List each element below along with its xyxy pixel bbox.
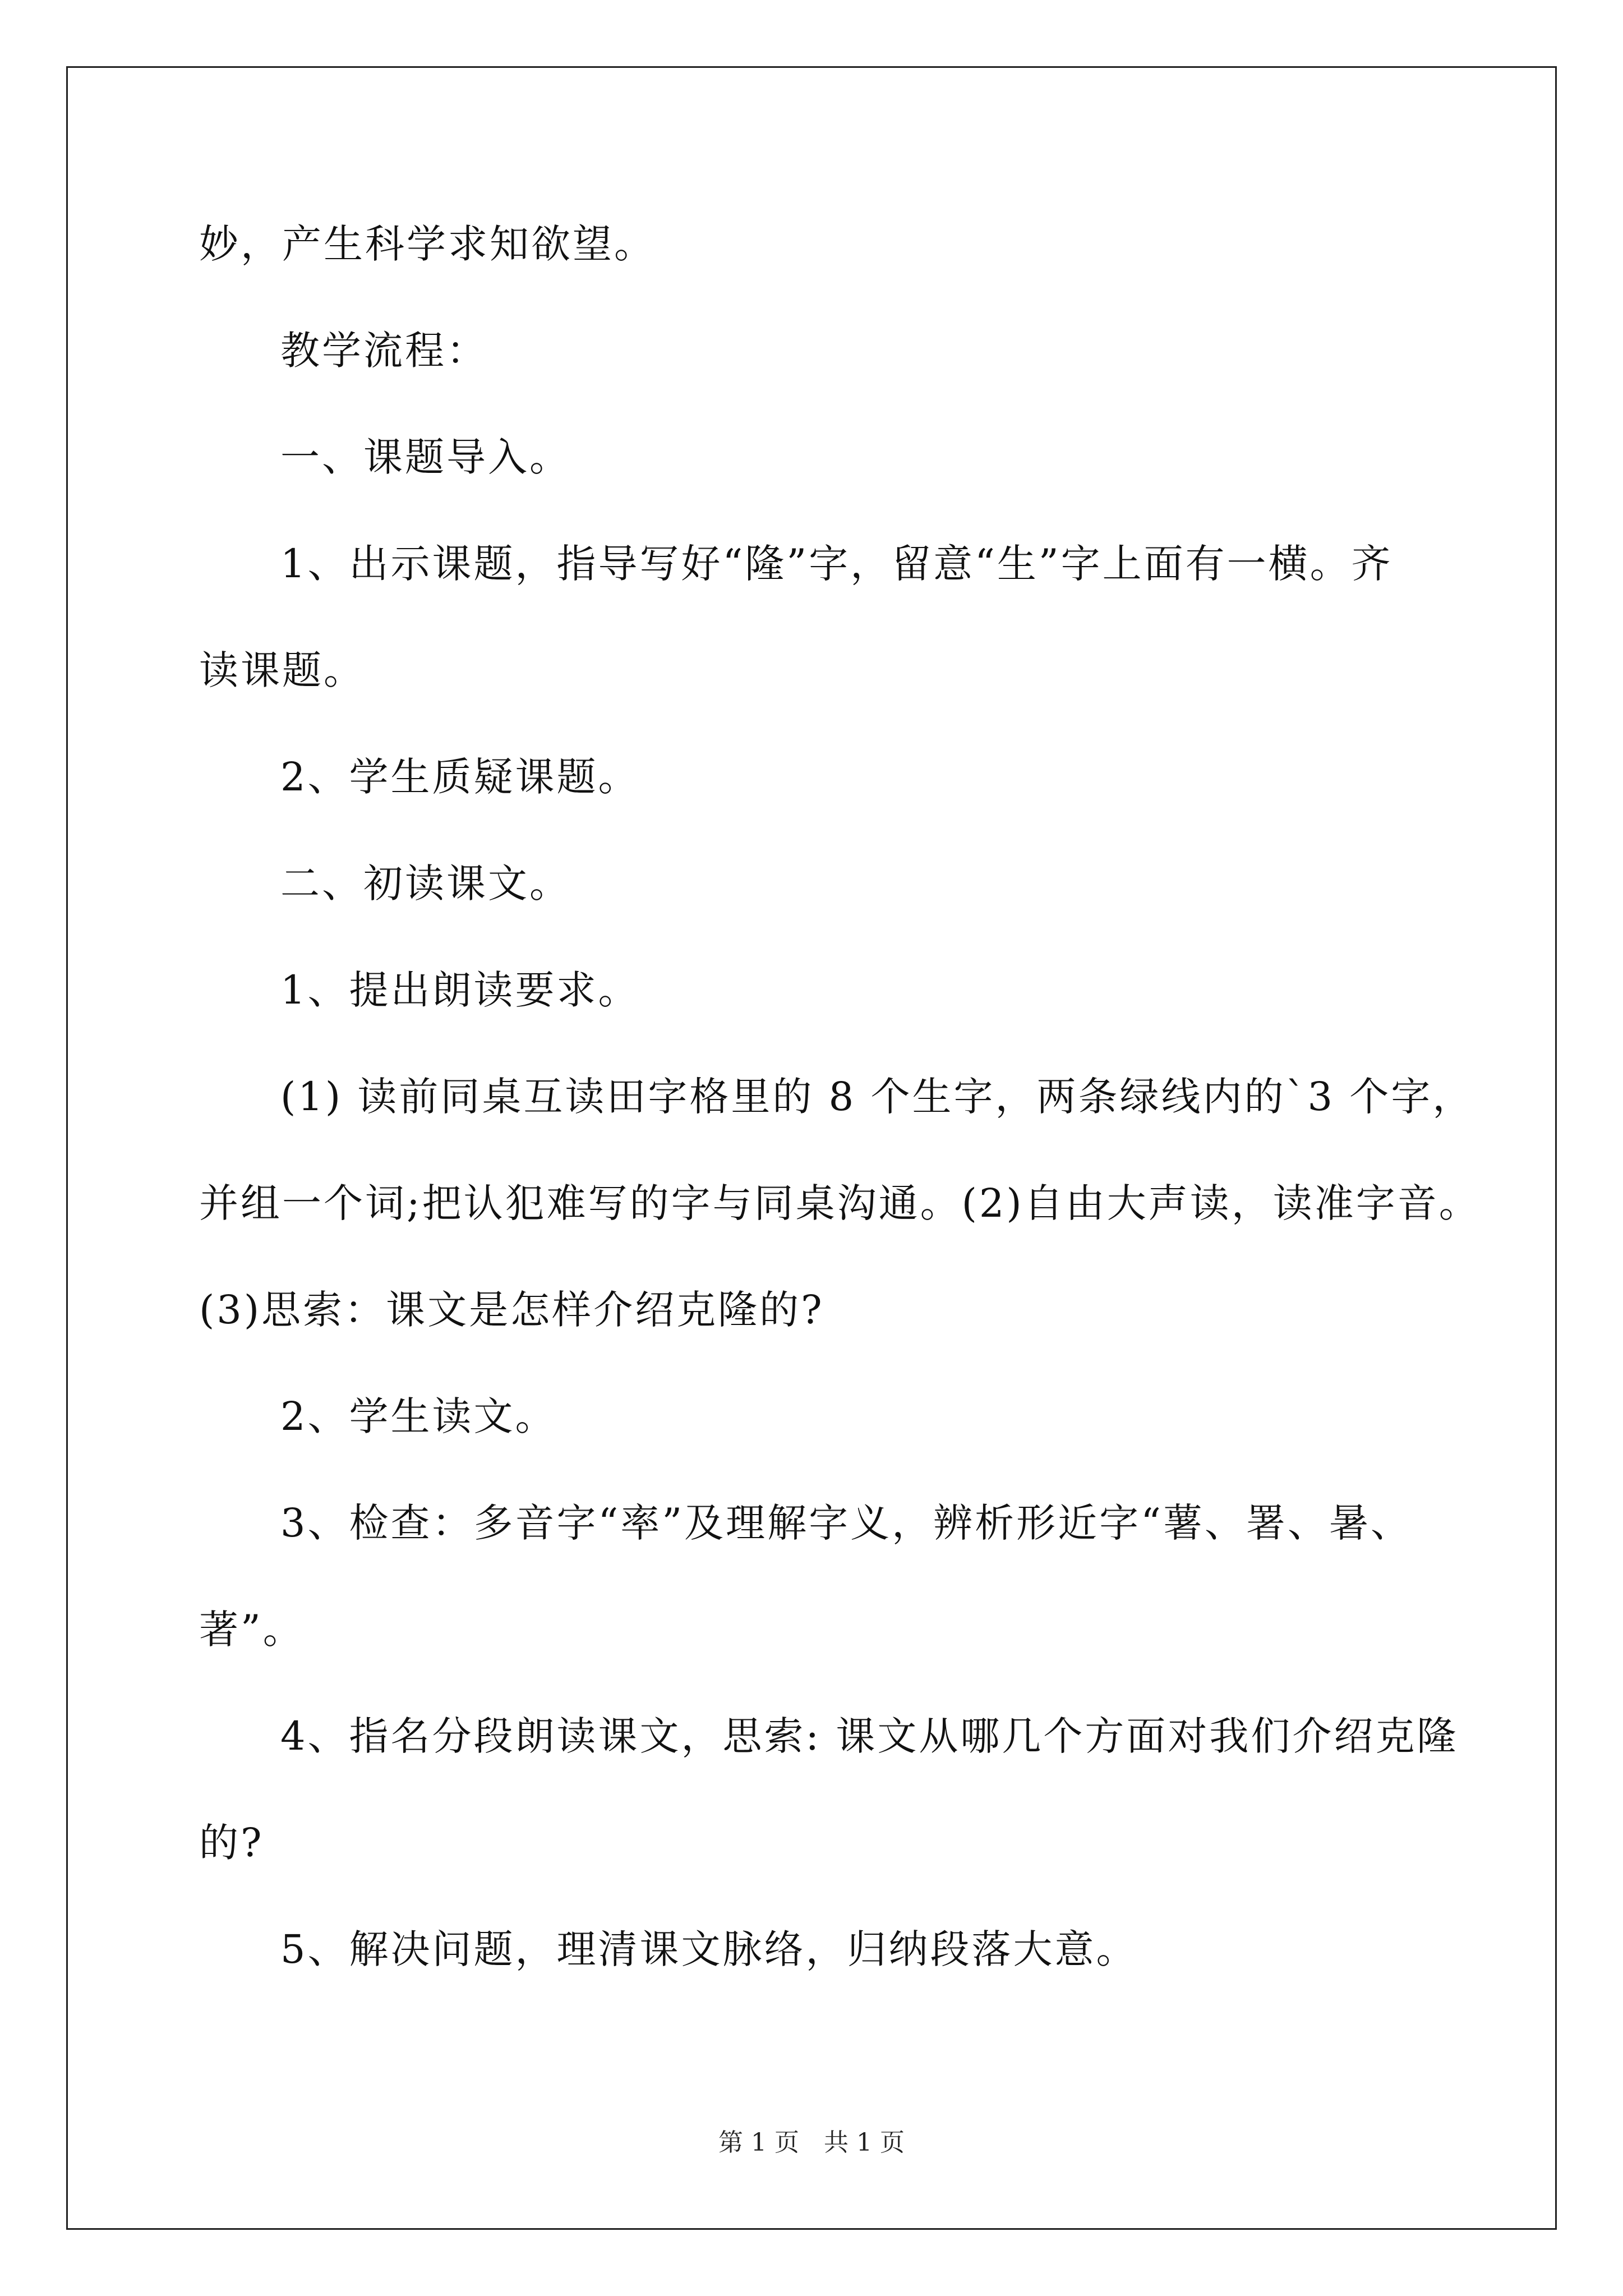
text-line-16: 的? <box>199 1820 264 1866</box>
text-line-17: 5、解决问题，理清课文脉络，归纳段落大意。 <box>280 1926 1138 1972</box>
page-footer: 第 1 页 共 1 页 <box>718 2128 905 2157</box>
page-frame <box>66 66 1557 2230</box>
text-line-14: 著”。 <box>199 1607 305 1653</box>
text-line-6: 2、学生质疑课题。 <box>280 754 640 800</box>
text-line-1: 妙，产生科学求知欲望。 <box>199 221 656 267</box>
text-line-9: (1) 读前同桌互读田字格里的 8 个生字，两条绿线内的`3 个字， <box>280 1074 1474 1120</box>
text-line-11: (3)思索：课文是怎样介绍克隆的? <box>199 1287 824 1333</box>
text-line-15: 4、指名分段朗读课文，思索: 课文从哪几个方面对我们介绍克隆 <box>280 1713 1459 1759</box>
text-line-4: 1、出示课题，指导写好“隆”字，留意“生”字上面有一横。齐 <box>280 541 1393 587</box>
text-line-2: 教学流程： <box>280 328 488 374</box>
text-line-13: 3、检查：多音字“率”及理解字义，辨析形近字“薯、署、暑、 <box>280 1500 1412 1546</box>
text-line-12: 2、学生读文。 <box>280 1393 557 1439</box>
text-line-10: 并组一个词;把认犯难写的字与同桌沟通。(2)自由大声读，读准字音。 <box>199 1180 1481 1226</box>
text-line-7: 二、初读课文。 <box>280 861 571 907</box>
text-line-5: 读课题。 <box>199 647 365 693</box>
text-line-8: 1、提出朗读要求。 <box>280 967 640 1013</box>
text-line-3: 一、课题导入。 <box>280 434 571 480</box>
